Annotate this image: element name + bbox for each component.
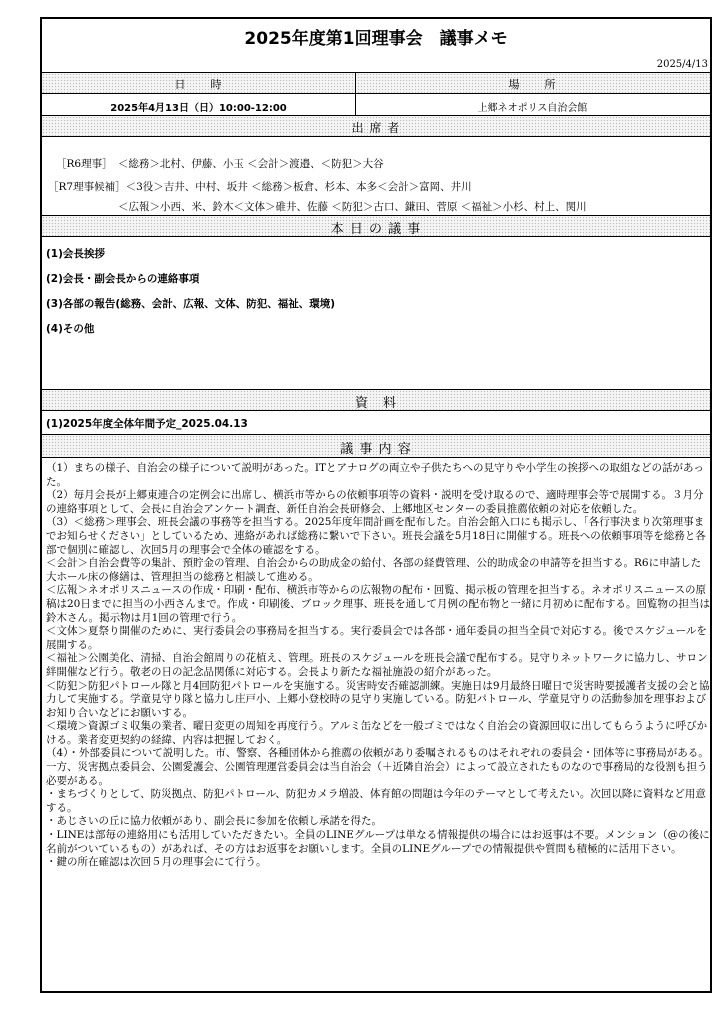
agenda-header: 本 日 の 議 事: [330, 222, 422, 237]
minutes-paragraph: ＜環境＞資源ゴミ収集の業者、曜日変更の周知を再度行う。アルミ缶などを一般ゴミではなく自治会の資源回収に出してもらうように呼びかける。業者変更契約の経緯、内容は把握しておく。: [46, 720, 708, 746]
minutes-paragraph: ＜会計＞自治会費等の集計、預貯金の管理、自治会からの助成金の給付、各部の経費管理、公的助成金の申請等を担当する。R6に申請した大ホール床の修繕は、管理担当の総務と相談して進める。: [46, 557, 702, 583]
minutes-body: [46, 462, 710, 870]
attendees-header: 出 席 者: [351, 121, 401, 135]
minutes-paragraph: （4）・外部委員について説明した。市、警察、各種団体から推薦の依頼があり委嘱されるものはそれぞれの委員会・団体等に事務局がある。一方、災害拠点委員会、公園愛護会、公園管理運営委員会は当自治会（＋近隣自治会）によって設立されたものなので事務局的な役割も担う必要がある。: [46, 747, 709, 787]
material-item: (1)2025年度全体年間予定_2025.04.13: [46, 418, 248, 430]
document-date: 2025/4/13: [656, 59, 708, 70]
attendees-r6: ［R6理事］ ＜総務＞北村、伊藤、小玉 ＜会計＞渡邉、＜防犯＞大谷: [56, 158, 384, 170]
document-title: 2025年度第1回理事会 議事メモ: [244, 29, 508, 49]
minutes-header: 議 事 内 容: [340, 442, 412, 457]
minutes-document: [40, 17, 712, 993]
divider: [42, 136, 710, 137]
divider: [42, 93, 710, 94]
attendees-r7: ［R7理事候補］＜3役＞吉井、中村、坂井 ＜総務＞板倉、杉本、本多＜会計＞富岡、井川: [48, 181, 472, 193]
minutes-paragraph: ＜福祉＞公園美化、清掃、自治会館周りの花植え、管理。班長のスケジュールを班長会議で配布する。見守りネットワークに協力し、サロン絆開催など行う。敬老の日の記念品関係に対応する。会長より新たな福祉施設の紹介があった。: [46, 652, 708, 678]
agenda-item: (4)その他: [46, 323, 95, 335]
divider: [42, 410, 710, 411]
materials-header: 資 料: [354, 396, 397, 411]
minutes-paragraph: ＜文体＞夏祭り開催のために、実行委員会の事務局を担当する。実行委員会では各部・通年委員の担当全員で対応する。後でスケジュールを展開する。: [46, 625, 707, 651]
datetime-header: 日 時: [174, 78, 223, 91]
minutes-paragraph: ・まちづくりとして、防災拠点、防犯パトロール、防犯カメラ増設、体育館の問題は今年のテーマとして考えたい。次回以降に資料など用意する。: [46, 788, 706, 814]
minutes-paragraph: （1）まちの様子、自治会の様子について説明があった。ITとアナログの両立や子供たちへの見守りや小学生の挨拶への取組などの話があった。: [46, 462, 704, 488]
minutes-paragraph: ・鍵の所在確認は次回５月の理事会にて行う。: [46, 856, 267, 869]
place-header: 場 所: [508, 78, 557, 91]
agenda-item: (2)会長・副会長からの連絡事項: [46, 273, 200, 285]
minutes-paragraph: （2）毎月会長が上郷東連合の定例会に出席し、横浜市等からの依頼事項等の資料・説明を受け取るので、適時理事会等で展開する。３月分の連絡事項として、会長に自治会アンケート調査、新任自治会長研修会、上郷地区センターの委員推薦依頼の対応を依頼した。: [46, 489, 704, 515]
divider: [42, 457, 710, 458]
datetime-value: 2025年4月13日（日）10:00-12:00: [110, 103, 287, 114]
attendees-r7-cont: ＜広報＞小西、米、鈴木＜文体＞碓井、佐藤 ＜防犯＞古口、鎌田、菅原 ＜福祉＞小杉、村上、関川: [118, 201, 587, 213]
minutes-paragraph: ・あじさいの丘に協力依頼があり、副会長に参加を依頼し承諾を得た。: [46, 815, 382, 828]
minutes-paragraph: ＜防犯＞防犯パトロール隊と月4回防犯パトロールを実施する。災害時安否確認訓練。実施日は9月最終日曜日で災害時要援護者支援の会と協力して実施する。学童見守り隊と協力し庄戸小、上郷小登校時の見守り実施している。防犯パトロール、学童見守りの活動参加を理事およびお知り合いなどにお願いする。: [46, 679, 710, 719]
agenda-item: (3)各部の報告(総務、会計、広報、文体、防犯、福祉、環境): [46, 298, 336, 310]
place-value: 上郷ネオポリス自治会館: [477, 103, 588, 114]
divider: [42, 236, 710, 237]
minutes-paragraph: （3）＜総務＞理事会、班長会議の事務等を担当する。2025年度年間計画を配布した。自治会館入口にも掲示し、「各行事決まり次第理事までお知らせください」としているため、連絡があれば総務に繋いで下さい。班長会議を5月18日に開催する。班長への依頼事項等を総務と各部で個別に確認し、次回5月の理事会で全体の確認をする。: [46, 516, 706, 556]
minutes-paragraph: ＜広報＞ネオポリスニュースの作成・印刷・配布、横浜市等からの広報物の配布・回覧、掲示板の管理を担当する。ネオポリスニュースの原稿は20日までに担当の小西さんまで。作成・印刷後、ブロック理事、班長を通して月例の配布物と一緒に月初めに配布する。回覧物の担当は鈴木さん。掲示物は月1回の管理で行う。: [46, 584, 710, 624]
agenda-item: (1)会長挨拶: [46, 248, 105, 260]
minutes-paragraph: ・LINEは部毎の連絡用にも活用していただきたい。全員のLINEグループは単なる情報提供の場合にはお返事は不要。メンション（@の後に名前がついているもの）があれば、その方はお返事をお願いします。全員のLINEグループでの情報提供や質問も積極的に活用下さい。: [46, 829, 710, 855]
